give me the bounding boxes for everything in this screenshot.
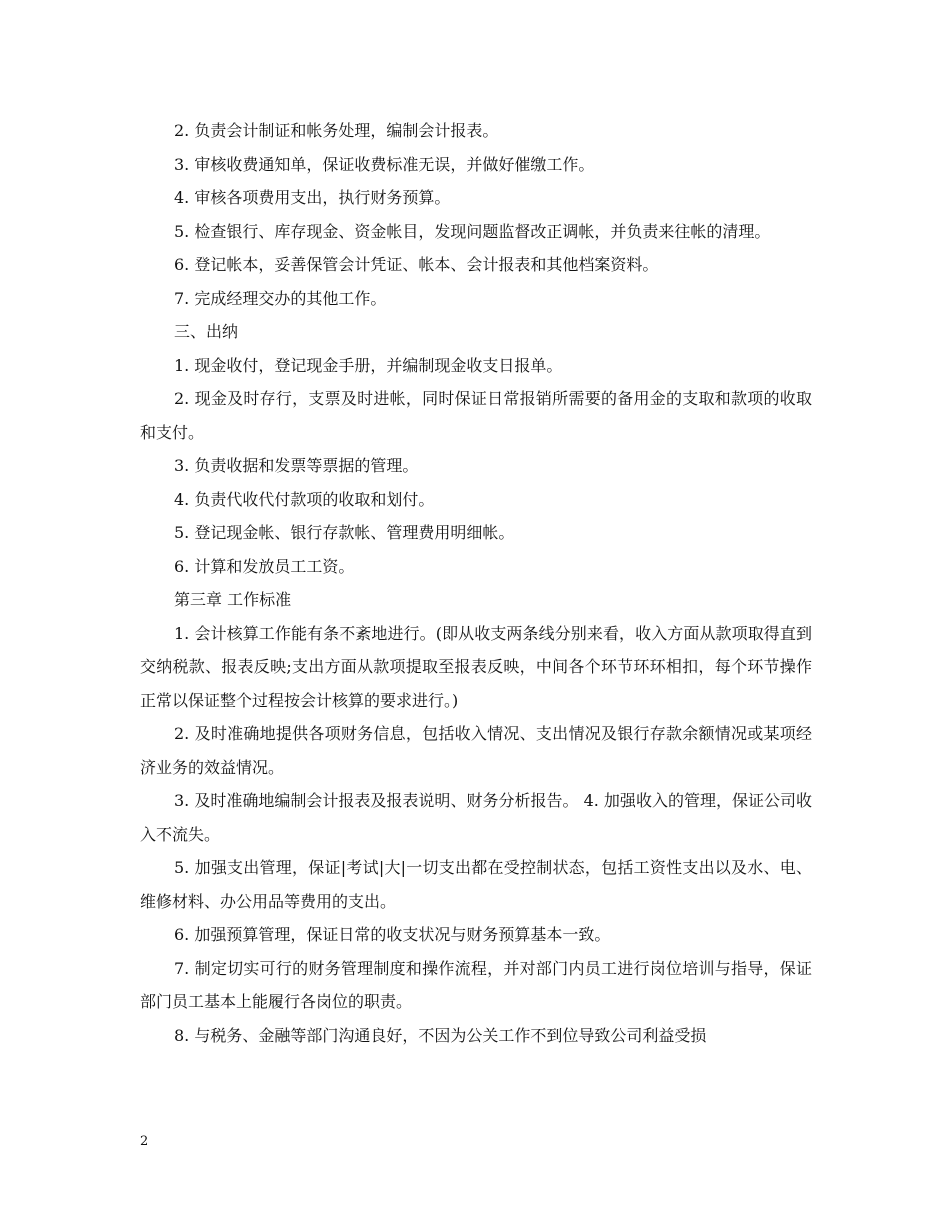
paragraph-standard-1: 1. 会计核算工作能有条不紊地进行。(即从收支两条线分别来看，收入方面从款项取得直到交纳税款、报表反映;支出方面从款项提取至报表反映，中间各个环节环环相扣，每个环节操作正常以保证整个过程按会计核算的要求进行。): [140, 623, 812, 710]
paragraph-accounting-3: 3. 审核收费通知单，保证收费标准无误，并做好催缴工作。: [174, 154, 595, 174]
paragraph-standard-8: 8. 与税务、金融等部门沟通良好，不因为公关工作不到位导致公司利益受损: [174, 1025, 707, 1045]
paragraph-cashier-2: 2. 现金及时存行，支票及时进帐，同时保证日常报销所需要的备用金的支取和款项的收取和支付。: [140, 389, 812, 442]
page-number: 2: [140, 1134, 149, 1149]
paragraph-accounting-4: 4. 审核各项费用支出，执行财务预算。: [174, 188, 451, 207]
paragraph-standard-2: 2. 及时准确地提供各项财务信息，包括收入情况、支出情况及银行存款余额情况或某项经济业务的效益情况。: [140, 724, 812, 777]
document-body: [140, 114, 812, 1052]
paragraph-standard-3-4: 3. 及时准确地编制会计报表及报表说明、财务分析报告。 4. 加强收入的管理，保证公司收入不流失。: [140, 791, 812, 844]
paragraph-cashier-1: 1. 现金收付，登记现金手册，并编制现金收支日报单。: [174, 355, 563, 375]
paragraph-cashier-5: 5. 登记现金帐、银行存款帐、管理费用明细帐。: [174, 523, 515, 542]
paragraph-cashier-3: 3. 负责收据和发票等票据的管理。: [174, 456, 419, 475]
chapter-heading-work-standards: 第三章 工作标准: [174, 590, 292, 609]
paragraph-accounting-6: 6. 登记帐本，妥善保管会计凭证、帐本、会计报表和其他档案资料。: [174, 255, 659, 274]
paragraph-cashier-6: 6. 计算和发放员工工资。: [174, 556, 355, 576]
paragraph-accounting-5: 5. 检查银行、库存现金、资金帐目，发现问题监督改正调帐，并负责来往帐的清理。: [174, 221, 771, 241]
paragraph-standard-7: 7. 制定切实可行的财务管理制度和操作流程，并对部门内员工进行岗位培训与指导，保证部门员工基本上能履行各岗位的职责。: [140, 958, 812, 1011]
paragraph-cashier-4: 4. 负责代收代付款项的收取和划付。: [174, 489, 435, 509]
paragraph-accounting-2: 2. 负责会计制证和帐务处理，编制会计报表。: [174, 121, 499, 140]
paragraph-accounting-7: 7. 完成经理交办的其他工作。: [174, 288, 387, 308]
paragraph-standard-6: 6. 加强预算管理，保证日常的收支状况与财务预算基本一致。: [174, 925, 611, 944]
paragraph-standard-5: 5. 加强支出管理，保证|考试|大|一切支出都在受控制状态，包括工资性支出以及水、电、维修材料、办公用品等费用的支出。: [140, 858, 812, 911]
section-heading-cashier: 三、出纳: [174, 322, 239, 341]
